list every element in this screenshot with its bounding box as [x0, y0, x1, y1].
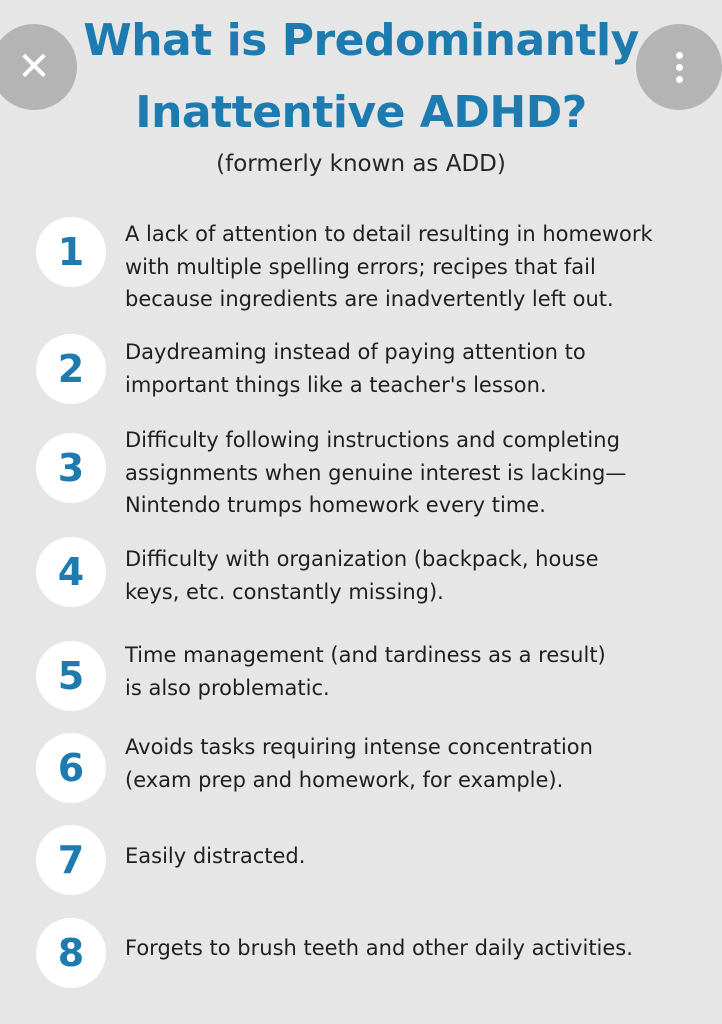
- page-subtitle: (formerly known as ADD): [216, 151, 506, 177]
- item-text: Difficulty following instructions and completing assignments when genuine interest is lacking— Nintendo trumps homework every time.: [125, 428, 627, 517]
- more-vertical-icon: [676, 52, 683, 83]
- item-text: Avoids tasks requiring intense concentration (exam prep and homework, for example).: [125, 735, 593, 792]
- number-badge: 5: [36, 641, 106, 711]
- number-badge: 6: [36, 733, 106, 803]
- item-text: Daydreaming instead of paying attention to important things like a teacher's lesson.: [125, 340, 586, 397]
- item-text: Forgets to brush teeth and other daily activities.: [125, 936, 633, 960]
- item-text: A lack of attention to detail resulting in homework with multiple spelling errors; recipes that fail because ingredients are inadvertently left out.: [125, 222, 653, 311]
- number-badge: 2: [36, 334, 106, 404]
- item-text: Time management (and tardiness as a result) is also problematic.: [125, 643, 606, 700]
- item-text: Easily distracted.: [125, 844, 306, 868]
- item-text: Difficulty with organization (backpack, house keys, etc. constantly missing).: [125, 547, 599, 604]
- number-badge: 8: [36, 918, 106, 988]
- number-badge: 4: [36, 537, 106, 607]
- number-badge: 1: [36, 217, 106, 287]
- more-options-button[interactable]: [636, 24, 722, 110]
- page-title-line-2: Inattentive ADHD?: [135, 87, 587, 138]
- number-badge: 7: [36, 825, 106, 895]
- close-icon: ✕: [17, 44, 51, 90]
- page-title-line-1: What is Predominantly: [83, 15, 639, 66]
- number-badge: 3: [36, 433, 106, 503]
